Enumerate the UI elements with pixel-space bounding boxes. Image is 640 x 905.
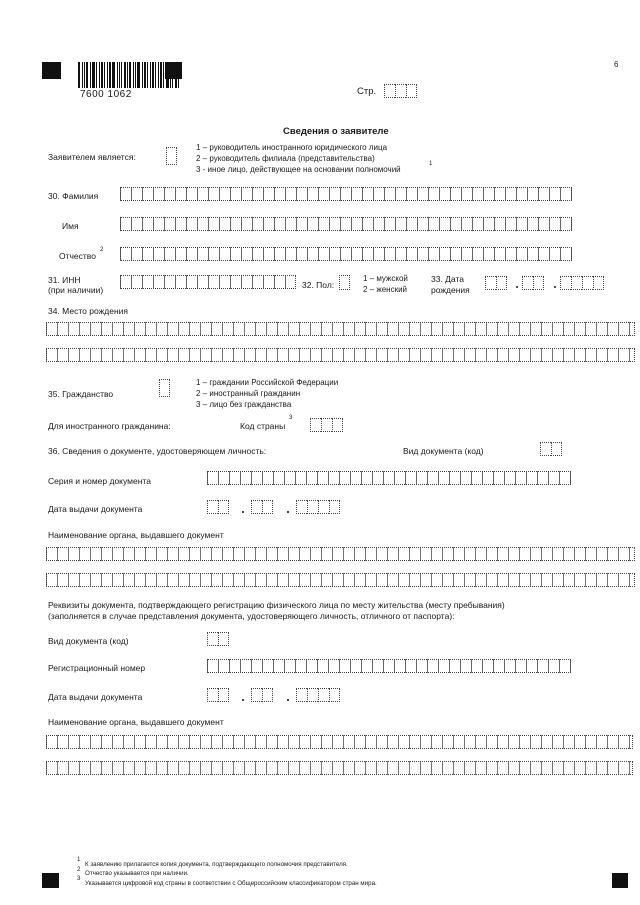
reg-number-label: Регистрационный номер <box>48 663 146 673</box>
sex-option-male: 1 – мужской <box>363 274 408 283</box>
footnote-3-number: 3 <box>77 875 81 882</box>
registration-doc-note: (заполняется в случае представления документа, удостоверяющего личность, отличного от паспорта): <box>48 611 455 621</box>
dob-separator-1 <box>516 286 518 288</box>
page-label: Стр. <box>357 86 377 97</box>
reg-issue-date-month[interactable] <box>251 688 273 702</box>
patronymic-input[interactable] <box>120 247 572 261</box>
page-number: 6 <box>614 60 619 69</box>
sex-option-female: 2 – женский <box>363 285 407 294</box>
inn-label-note: (при наличии) <box>48 285 104 295</box>
dob-month[interactable] <box>522 276 544 290</box>
dob-day[interactable] <box>485 276 507 290</box>
applicant-option-3-footnote-ref: 1 <box>429 160 433 167</box>
issue-date-day[interactable] <box>207 500 229 514</box>
citizenship-label: 35. Гражданство <box>48 389 114 399</box>
birthplace-input-row-1[interactable] <box>46 322 635 336</box>
issuer-input-row-2[interactable] <box>46 573 635 587</box>
applicant-type-box[interactable] <box>166 147 177 165</box>
page-number-boxes[interactable] <box>384 84 417 98</box>
section-title: Сведения о заявителе <box>283 126 389 137</box>
applicant-option-2: 2 – руководитель филиала (представительства) <box>196 154 375 163</box>
name-input[interactable] <box>120 217 572 231</box>
reg-issuer-input-row-2[interactable] <box>46 761 633 775</box>
reg-issuer-input-row-1[interactable] <box>46 735 633 749</box>
sex-label: 32. Пол: <box>302 280 335 290</box>
barcode <box>78 60 180 88</box>
reg-issuer-label: Наименование органа, выдавшего документ <box>48 717 224 727</box>
dob-year[interactable] <box>560 276 604 290</box>
country-code-label: Код страны <box>240 421 286 431</box>
reg-doc-type-input[interactable] <box>207 632 229 646</box>
issue-date-label: Дата выдачи документа <box>48 504 143 514</box>
applicant-option-3: 3 - иное лицо, действующее на основании полномочий <box>196 165 401 174</box>
issue-date-month[interactable] <box>251 500 273 514</box>
applicant-label: Заявителем является: <box>48 152 136 162</box>
issue-date-separator-2 <box>287 511 289 513</box>
surname-label: 30. Фамилия <box>48 191 99 201</box>
citizenship-option-3: 3 – лицо без гражданства <box>196 400 292 409</box>
citizenship-option-2: 2 – иностранный гражданин <box>196 389 301 398</box>
series-number-label: Серия и номер документа <box>48 476 151 486</box>
series-number-input[interactable] <box>207 471 571 485</box>
issue-date-separator-1 <box>242 511 244 513</box>
reg-issue-date-day[interactable] <box>207 688 229 702</box>
reg-issue-date-label: Дата выдачи документа <box>48 692 143 702</box>
footnote-1-text: К заявлению прилагается копия документа, подтверждающего полномочия представителя. <box>85 861 348 868</box>
reg-issue-date-year[interactable] <box>296 688 340 702</box>
citizenship-box[interactable] <box>159 379 170 397</box>
id-doc-label: 36. Сведения о документе, удостоверяющем личность: <box>48 446 267 456</box>
dob-label-2: рождения <box>431 285 470 295</box>
inn-input[interactable] <box>120 275 296 289</box>
patronymic-label: Отчество <box>59 251 96 261</box>
footnote-2-text: Отчество указывается при наличии. <box>85 870 189 877</box>
applicant-option-1: 1 – руководитель иностранного юридического лица <box>196 143 388 152</box>
registration-mark-bottom-left <box>42 873 59 888</box>
patronymic-footnote-ref: 2 <box>100 246 104 253</box>
citizenship-option-1: 1 – граждании Российской Федерации <box>196 378 339 387</box>
country-code-input[interactable] <box>310 418 343 432</box>
dob-separator-2 <box>554 286 556 288</box>
registration-doc-heading: Реквизиты документа, подтверждающего регистрацию физического лица по месту жительства (месту пребывания) <box>48 600 505 610</box>
registration-mark-top-left <box>42 62 61 79</box>
reg-number-input[interactable] <box>207 659 571 673</box>
dob-label: 33. Дата <box>431 274 464 284</box>
reg-issue-date-separator-2 <box>287 699 289 701</box>
country-code-footnote-ref: 3 <box>289 414 293 421</box>
birthplace-label: 34. Место рождения <box>48 306 128 316</box>
barcode-digits: 7600 1062 <box>80 89 132 100</box>
issue-date-year[interactable] <box>296 500 340 514</box>
registration-mark-bottom-right <box>612 873 628 888</box>
issuer-label: Наименование органа, выдавшего документ <box>48 530 224 540</box>
surname-input[interactable] <box>120 187 572 201</box>
inn-label: 31. ИНН <box>48 275 81 285</box>
reg-doc-type-label: Вид документа (код) <box>48 636 129 646</box>
doc-type-code-label: Вид документа (код) <box>403 446 484 456</box>
footnote-2-number: 2 <box>77 866 81 873</box>
footnote-3-text: Указывается цифровой код страны в соответствии с Общероссийским классификатором стран мира. <box>85 880 377 887</box>
foreign-citizen-label: Для иностранного гражданина: <box>48 421 171 431</box>
birthplace-input-row-2[interactable] <box>46 348 635 362</box>
name-label: Имя <box>62 221 79 231</box>
issuer-input-row-1[interactable] <box>46 547 635 561</box>
doc-type-code-input[interactable] <box>540 442 562 456</box>
reg-issue-date-separator-1 <box>242 699 244 701</box>
footnote-1-number: 1 <box>77 856 81 863</box>
sex-box[interactable] <box>339 275 350 290</box>
